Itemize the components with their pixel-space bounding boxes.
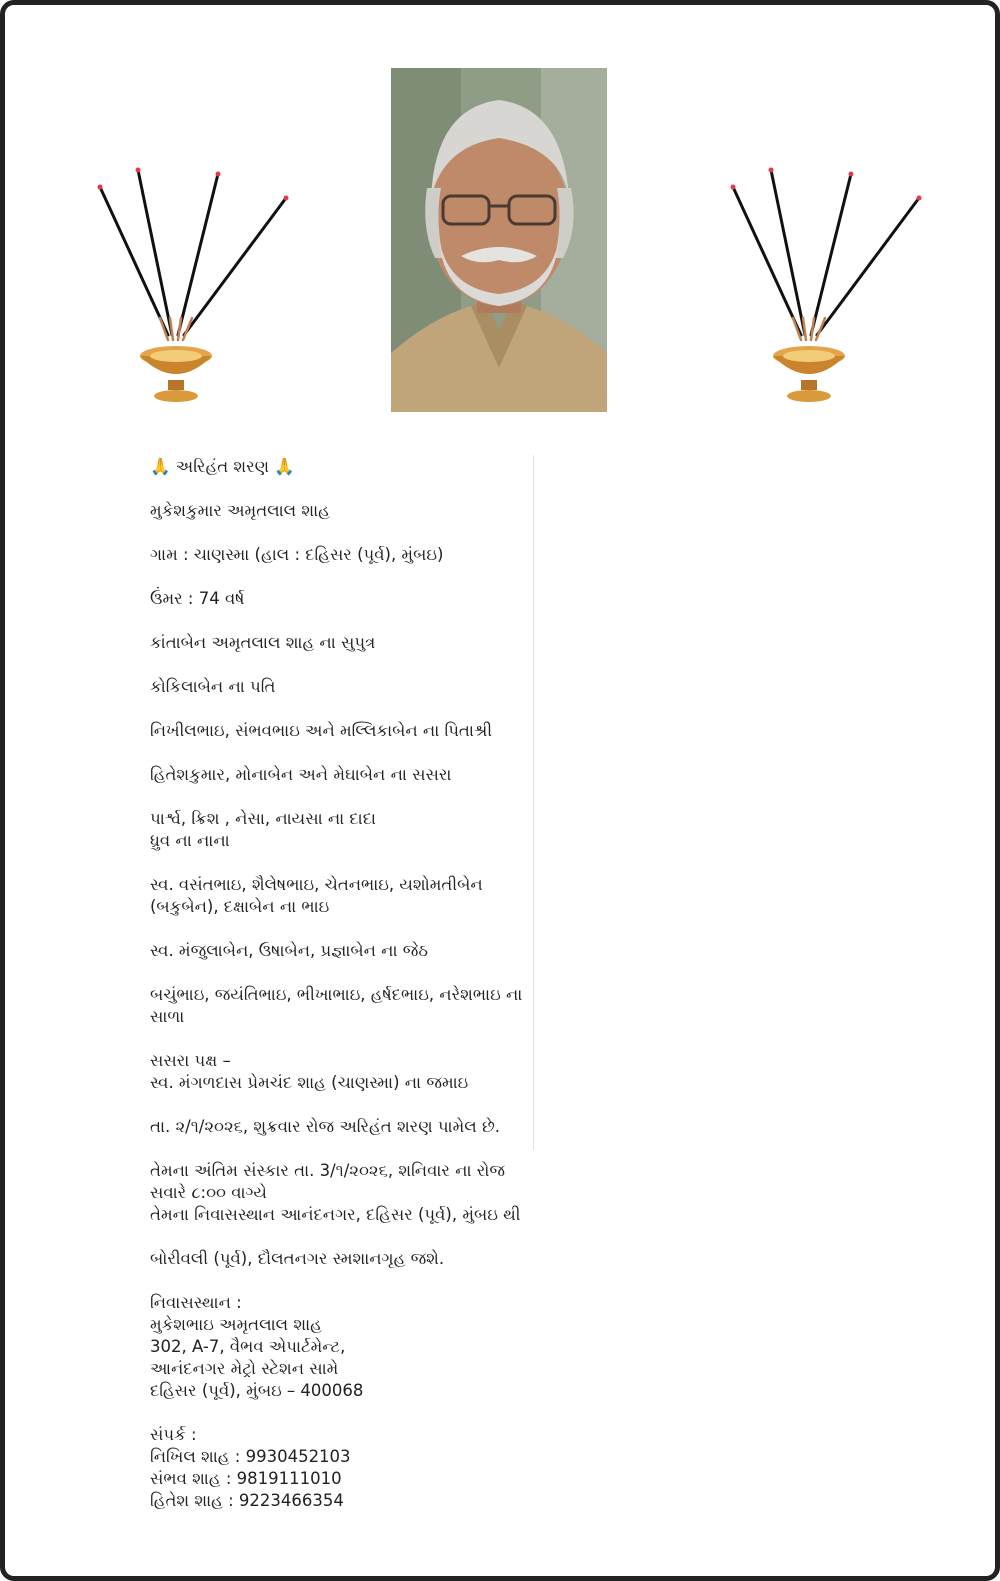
residence-block xyxy=(150,1292,530,1402)
residence-label: નિવાસસ્થાન : xyxy=(150,1293,242,1312)
funeral-block xyxy=(150,1160,530,1226)
jeth-of-line: સ્વ. મંજુલાબેન, ઉષાબેન, પ્રજ્ઞાબેન ના જેઠ xyxy=(150,941,428,960)
sala-line-1: બચુંભાઇ, જયંતિભાઇ, ભીખાભાઇ, હર્ષદભાઇ, નરેશભાઇ ના xyxy=(150,985,523,1004)
divider-line xyxy=(533,455,534,1150)
funeral-line-2: સવારે ૮:૦૦ વાગ્યે xyxy=(150,1183,267,1202)
grandfather-line-2: ધ્રુવ ના નાના xyxy=(150,831,230,850)
passing-line: તા. ૨/૧/૨૦૨૬, શુક્રવાર રોજ અરિહંત શરણ પામેલ છે. xyxy=(150,1117,500,1136)
contact-hitesh[interactable]: હિતેશ શાહ : 9223466354 xyxy=(150,1491,344,1510)
residence-address-2: આનંદનગર મેટ્રો સ્ટેશન સામે xyxy=(150,1359,339,1378)
age-line: ઉંમર : 74 વર્ષ xyxy=(150,589,245,608)
portrait-photo xyxy=(391,68,607,412)
residence-address-3: દહિસર (પૂર્વ), મુંબઇ – 400068 xyxy=(150,1381,364,1400)
in-laws-line-2: સ્વ. મંગળદાસ પ્રેમચંદ શાહ (ચાણસ્મા) ના જમાઇ xyxy=(150,1073,469,1092)
obituary-text xyxy=(150,456,530,1534)
funeral-line-3: તેમના નિવાસસ્થાન આનંદનગર, દહિસર (પૂર્વ), મુંબઇ થી xyxy=(150,1205,521,1224)
brother-line-1: સ્વ. વસંતભાઇ, શૈલેષભાઇ, ચેતનભાઇ, યશોમતીબેન xyxy=(150,875,483,894)
brother-line-2: (બકુબેન), દક્ષાબેન ના ભાઇ xyxy=(150,897,330,916)
in-laws-block xyxy=(150,1050,530,1094)
deceased-name: મુકેશકુમાર અમૃતલાલ શાહ xyxy=(150,501,330,520)
husband-of-line: કોકિલાબેન ના પતિ xyxy=(150,677,276,696)
incense-stand-left-icon xyxy=(90,160,290,410)
incense-stand-right-icon xyxy=(723,160,923,410)
father-of-line: નિખીલભાઇ, સંભવભાઇ અને મલ્લિકાબેન ના પિતાશ્રી xyxy=(150,721,493,740)
in-laws-line-1: સસરા પક્ષ – xyxy=(150,1051,231,1070)
crematorium-line: બોરીવલી (પૂર્વ), દૌલતનગર સ્મશાનગૃહ જશે. xyxy=(150,1249,445,1268)
contact-sambhav[interactable]: સંભવ શાહ : 9819111010 xyxy=(150,1469,342,1488)
brother-of-block xyxy=(150,874,530,918)
son-of-line: કાંતાબેન અમૃતલાલ શાહ ના સુપુત્ર xyxy=(150,633,376,652)
grandfather-of-block xyxy=(150,808,530,852)
grandfather-line-1: પાર્શ્વ, ક્રિશ , નેસા, નાયસા ના દાદા xyxy=(150,809,376,828)
contact-block xyxy=(150,1424,530,1512)
sala-of-block xyxy=(150,984,530,1028)
contact-nikhil[interactable]: નિખિલ શાહ : 9930452103 xyxy=(150,1447,351,1466)
village-line: ગામ : ચાણસ્મા (હાલ : દહિસર (પૂર્વ), મુંબઇ) xyxy=(150,545,444,564)
sala-line-2: સાળા xyxy=(150,1007,185,1026)
funeral-line-1: તેમના અંતિમ સંસ્કાર તા. 3/૧/૨૦૨૬, શનિવાર ના રોજ xyxy=(150,1161,506,1180)
heading: 🙏 અરિહંત શરણ 🙏 xyxy=(150,457,295,476)
father-in-law-of-line: હિતેશકુમાર, મોનાબેન અને મેઘાબેન ના સસરા xyxy=(150,765,452,784)
contact-label: સંપર્ક : xyxy=(150,1425,197,1444)
residence-address-1: 302, A-7, વૈભવ એપાર્ટમેન્ટ, xyxy=(150,1337,346,1356)
residence-name: મુકેશભાઇ અમૃતલાલ શાહ xyxy=(150,1315,322,1334)
